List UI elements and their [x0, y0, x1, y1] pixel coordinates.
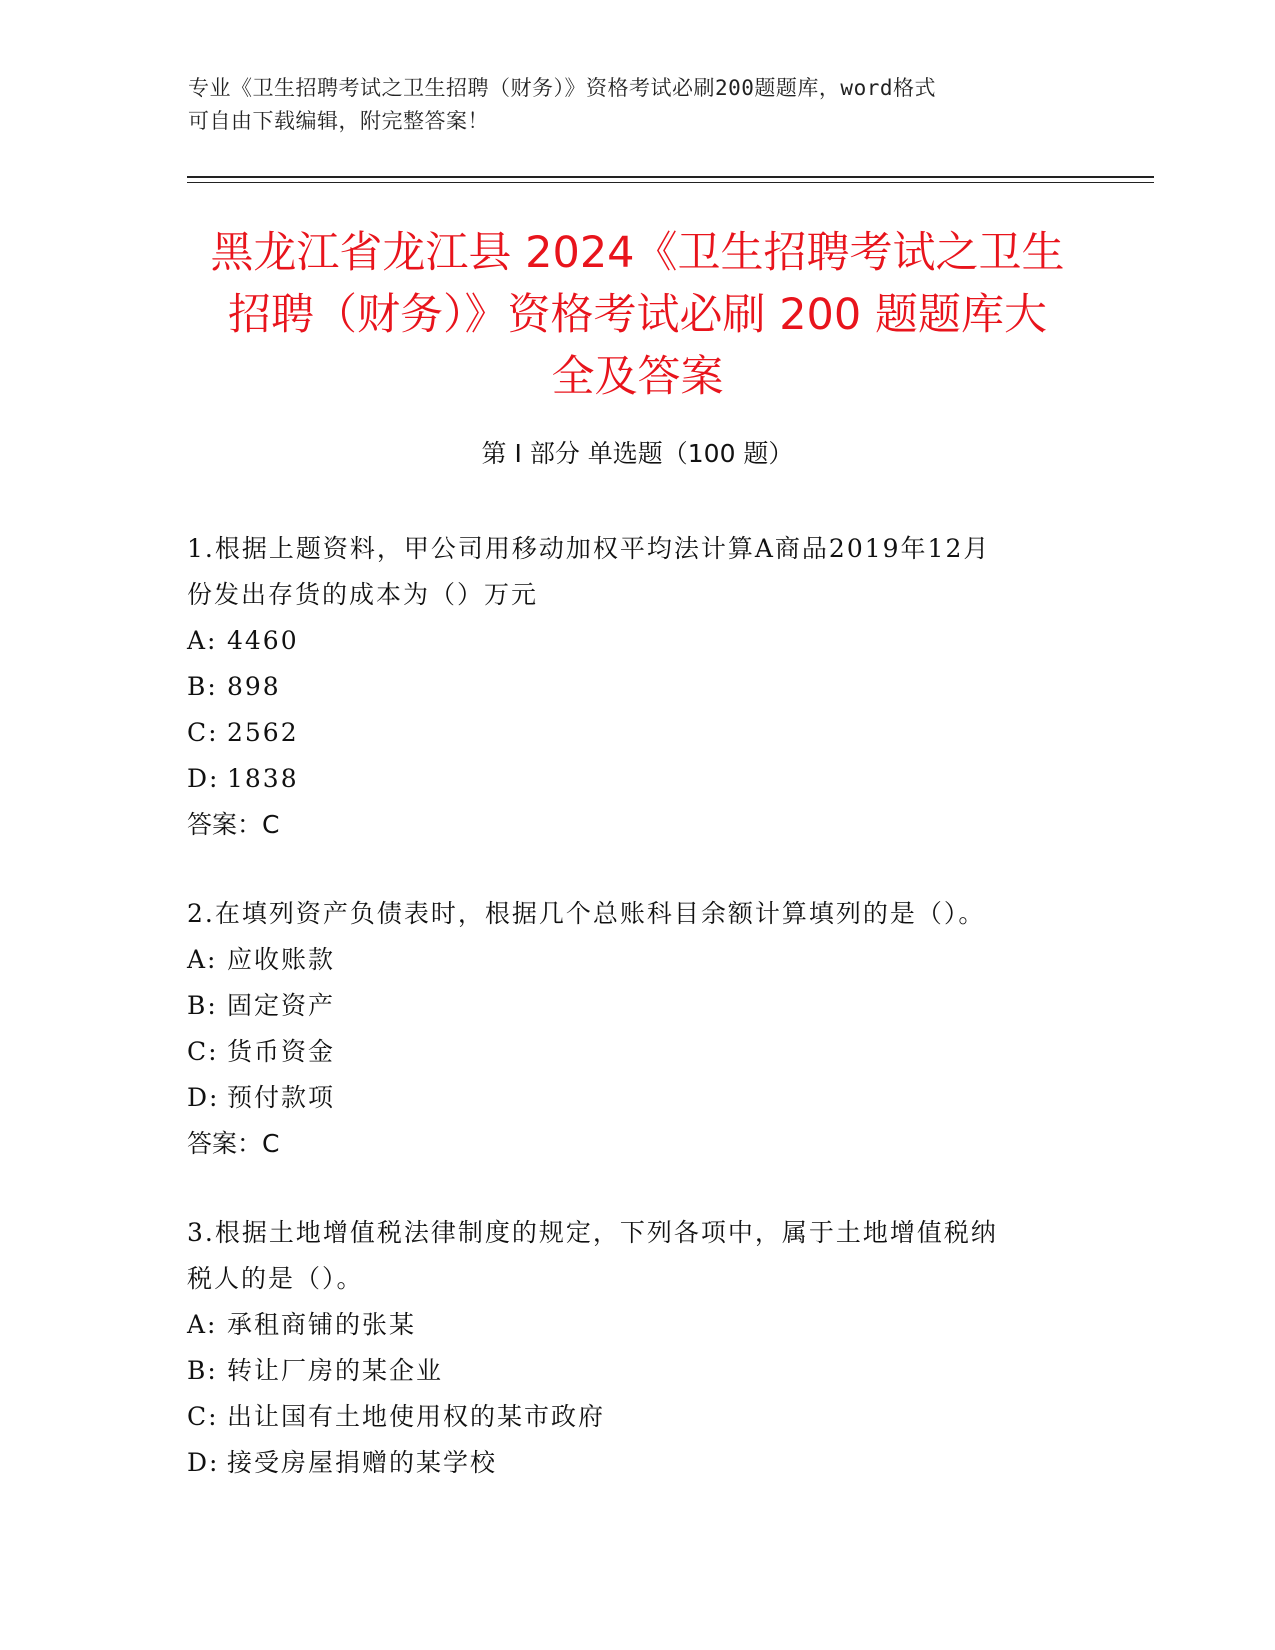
option-letter: A: — [187, 945, 218, 974]
option-a — [187, 618, 1067, 664]
question-3 — [187, 1210, 1067, 1486]
title-line-3: 全及答案 — [551, 352, 724, 402]
question-1 — [187, 526, 1067, 848]
option-text: 货币资金 — [227, 1037, 336, 1066]
option-letter: D: — [187, 764, 220, 793]
option-text: 固定资产 — [227, 991, 336, 1020]
option-a — [187, 937, 1067, 983]
question-stem-line-1: 2.在填列资产负债表时，根据几个总账科目余额计算填列的是（）。 — [187, 899, 986, 928]
option-text: 预付款项 — [227, 1083, 336, 1112]
option-text: 1838 — [227, 764, 299, 793]
option-a — [187, 1302, 1067, 1348]
option-c — [187, 1029, 1067, 1075]
option-letter: C: — [187, 718, 219, 747]
option-c — [187, 1394, 1067, 1440]
option-d — [187, 1075, 1067, 1121]
option-text: 承租商铺的张某 — [227, 1310, 417, 1339]
option-letter: A: — [187, 1310, 218, 1339]
option-text: 2562 — [227, 718, 299, 747]
question-stem-line-1: 3.根据土地增值税法律制度的规定，下列各项中，属于土地增值税纳 — [187, 1218, 998, 1247]
option-letter: D: — [187, 1448, 220, 1477]
question-stem-line-1: 1.根据上题资料，甲公司用移动加权平均法计算A商品2019年12月 — [187, 534, 991, 563]
header-note — [188, 72, 1088, 138]
option-letter: B: — [187, 672, 218, 701]
question-2 — [187, 891, 1067, 1167]
document-title — [150, 222, 1125, 408]
option-letter: C: — [187, 1402, 219, 1431]
question-list — [187, 526, 1067, 1529]
answer-text: 答案：C — [187, 810, 280, 839]
option-text: 应收账款 — [227, 945, 336, 974]
option-text: 出让国有土地使用权的某市政府 — [227, 1402, 606, 1431]
option-letter: D: — [187, 1083, 220, 1112]
option-c — [187, 710, 1067, 756]
option-text: 转让厂房的某企业 — [227, 1356, 444, 1385]
answer-text: 答案：C — [187, 1129, 280, 1158]
header-note-line-2: 可自由下载编辑，附完整答案！ — [188, 109, 489, 133]
option-letter: B: — [187, 991, 218, 1020]
section-heading: 第 I 部分 单选题（100 题） — [481, 439, 794, 468]
header-divider-thick — [187, 176, 1154, 178]
option-letter: A: — [187, 626, 218, 655]
option-d — [187, 1440, 1067, 1486]
question-stem-line-2: 份发出存货的成本为（）万元 — [187, 580, 539, 609]
header-divider-thin — [187, 182, 1154, 183]
title-line-2: 招聘（财务）》资格考试必刷 200 题题库大 — [228, 290, 1047, 340]
option-text: 898 — [227, 672, 281, 701]
option-d — [187, 756, 1067, 802]
option-b — [187, 664, 1067, 710]
option-letter: B: — [187, 1356, 218, 1385]
header-note-line-1: 专业《卫生招聘考试之卫生招聘（财务）》资格考试必刷200题题库，word格式 — [188, 76, 936, 100]
option-letter: C: — [187, 1037, 219, 1066]
option-text: 4460 — [227, 626, 299, 655]
option-b — [187, 983, 1067, 1029]
title-line-1: 黑龙江省龙江县 2024《卫生招聘考试之卫生 — [210, 228, 1065, 278]
option-text: 接受房屋捐赠的某学校 — [227, 1448, 498, 1477]
option-b — [187, 1348, 1067, 1394]
question-stem-line-2: 税人的是（）。 — [187, 1264, 364, 1293]
